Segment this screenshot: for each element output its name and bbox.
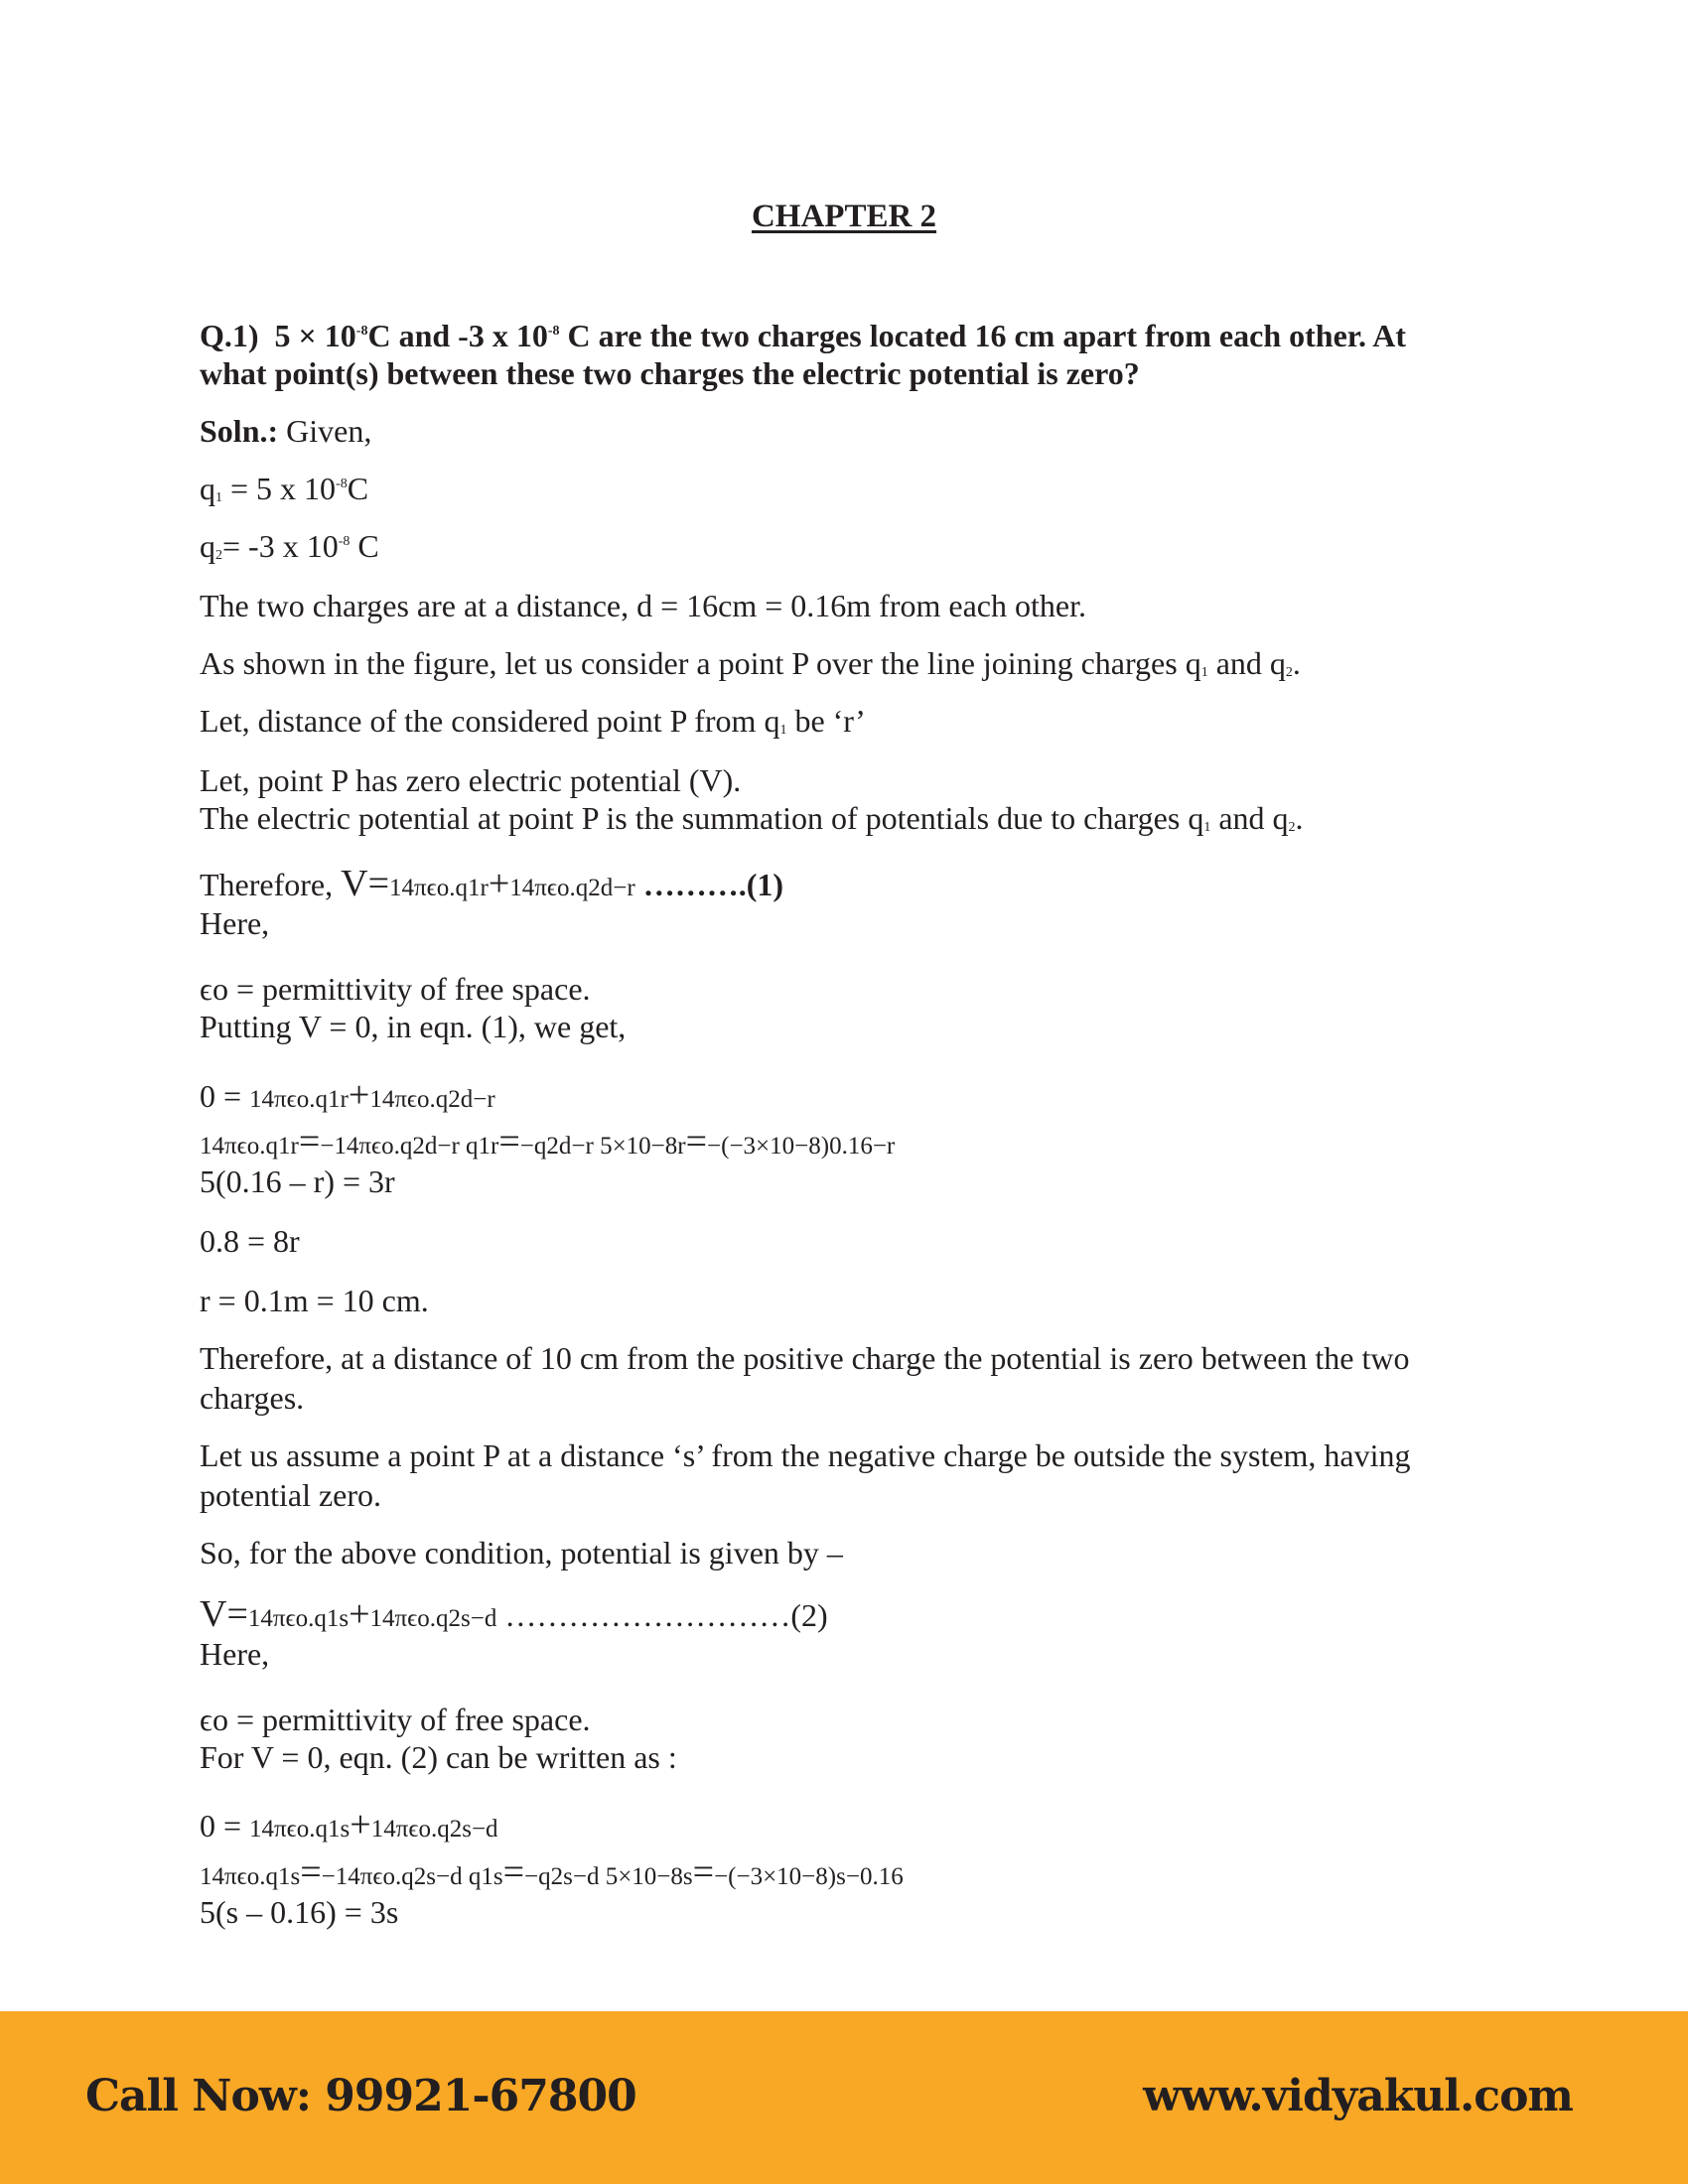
assume-paragraph: Let us assume a point P at a distance ‘s’ from the negative charge be outside the system, having potential zero. [200, 1437, 1411, 1513]
putting-line: Putting V = 0, in eqn. (1), we get, [200, 1009, 627, 1044]
zero-potential-line: Let, point P has zero electric potential (V). [200, 762, 742, 798]
step-4: 0.8 = 8r [200, 1223, 300, 1259]
step-5: r = 0.1m = 10 cm. [200, 1283, 429, 1318]
here-1: Here, [200, 905, 270, 941]
distance-line: The two charges are at a distance, d = 16cm = 0.16m from each other. [200, 588, 1086, 623]
footer-banner [0, 2011, 1688, 2184]
q2-value: $q_2= -3$ x $10^{-8}$ C [200, 528, 379, 564]
step-3: 5(0.16 – r) = 3r [200, 1163, 395, 1199]
epsilon-definition-2: ϵo = permittivity of free space. [200, 1702, 591, 1737]
step-6: 0 = 14πϵo.q1s+14πϵo.q2s−d [200, 1804, 498, 1845]
website-link[interactable]: www.vidyakul.com [1143, 2071, 1573, 2121]
equation-2: V=14πϵo.q1s+14πϵo.q2s−d ………………………(2) [200, 1593, 828, 1635]
soln-line: Soln.: Given, [200, 413, 372, 449]
step-7: 14πϵo.q1s=−14πϵo.q2s−d q1s=−q2s−d 5×10−8s=−(−3×10−8)s−0.16 [200, 1851, 904, 1893]
step-1: 0 = 14πϵo.q1r+14πϵo.q2d−r [200, 1074, 495, 1116]
question-line-1: Q.1) $5 \times 10^{-8}C$ and -3 x $10^{-8}$ C are the two charges located 16 cm apart from each other. At [200, 318, 1407, 353]
chapter-title: CHAPTER 2 [751, 199, 937, 234]
let-r-line: Let, distance of the considered point P from $q_1$ be ‘r’ [200, 703, 866, 739]
figure-line: As shown in the figure, let us consider a point P over the line joining charges $q_1$ and $q_2$. [200, 645, 1301, 681]
question-line-2: what point(s) between these two charges the electric potential is zero? [200, 355, 1140, 391]
call-now-text: Call Now: 99921-67800 [85, 2071, 636, 2121]
q1-value: $q_1 = 5$ x $10^{-8}C$ [200, 471, 369, 506]
condition-line: So, for the above condition, potential is given by – [200, 1535, 843, 1570]
equation-1: Therefore, V=14πϵo.q1r+14πϵo.q2d−r ……….(1) [200, 863, 783, 904]
for-v-line: For V = 0, eqn. (2) can be written as : [200, 1739, 677, 1775]
step-2: 14πϵo.q1r=−14πϵo.q2d−r q1r=−q2d−r 5×10−8r=−(−3×10−8)0.16−r [200, 1121, 896, 1162]
epsilon-definition-1: ϵo = permittivity of free space. [200, 971, 591, 1007]
summation-line: The electric potential at point P is the summation of potentials due to charges $q_1$ and $q_2$. [200, 800, 1304, 836]
here-2: Here, [200, 1636, 270, 1672]
conclusion-paragraph: Therefore, at a distance of 10 cm from the positive charge the potential is zero between the two charges. [200, 1340, 1410, 1416]
step-8: 5(s – 0.16) = 3s [200, 1894, 399, 1930]
